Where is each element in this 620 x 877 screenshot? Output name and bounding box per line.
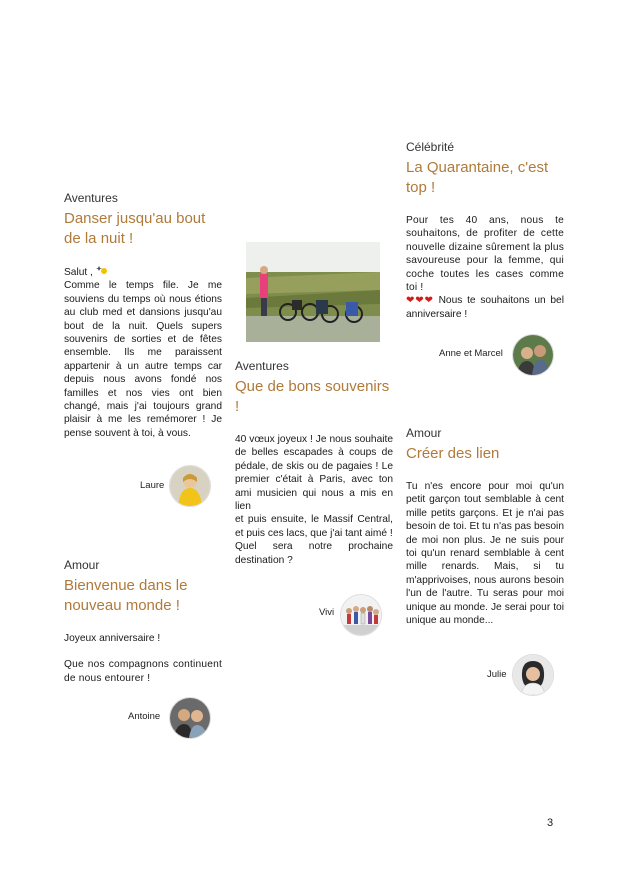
card-paragraph: Pour tes 40 ans, nous te souhaitons, de profiter de cette nouvelle dizaine sûrement la plus savoureuse pour la femme, qui coche toutes les cases comme toi !: [406, 215, 564, 294]
card-vivi: [235, 359, 393, 567]
card-paragraph: Comme le temps file. Je me souviens du temps où nous étions au club med et dansions jusqu'au bout de la nuit. Quels supers souvenirs de sorties et de fêtes ensemble. Ils me paraissent appartenir à un autre temps car depuis nous avons fondé nos familles et nos vies ont bien changé, mais j'ai toujours grand plaisir à me les remémorer ! Je pense souvent à toi, à vous.: [64, 280, 222, 439]
card-body: [64, 632, 222, 685]
card-title: Créer des lien: [406, 445, 500, 462]
signature-vivi: Vivi: [319, 607, 335, 618]
sparkle-emoji-icon: [96, 267, 110, 278]
avatar-laure: [169, 465, 211, 507]
card-paragraph: Joyeux anniversaire !: [64, 633, 161, 644]
cycling-photo: [246, 242, 380, 342]
card-paragraph: Tu n'es encore pour moi qu'un petit garçon tout semblable à cent mille petits garçons. Et je n'ai pas besoin de toi. Et tu n'as pas besoin de moi non plus. Je ne suis pour toi qu'un renard semblable à cent mille renards. Mais, si tu m'apprivoises, nous aurons besoin l'un de l'autre. Tu seras pour moi unique au monde. Je serai pour toi unique au monde...: [406, 481, 564, 627]
avatar-vivi: [340, 594, 382, 636]
card-category: Célébrité: [406, 140, 455, 154]
card-category: Aventures: [235, 359, 289, 373]
signature-laure: Laure: [140, 480, 165, 491]
card-title: Que de bons souvenirs !: [235, 378, 390, 415]
card-body: [406, 480, 564, 627]
avatar-anne-marcel: [512, 334, 554, 376]
card-laure: [64, 191, 222, 440]
avatar-antoine: [169, 697, 211, 739]
card-category: Amour: [64, 558, 100, 572]
card-body: [406, 214, 564, 321]
card-paragraph: Nous te souhaitons un bel anniversaire !: [406, 295, 564, 320]
card-category: Aventures: [64, 191, 118, 205]
card-paragraph: Quel sera notre prochaine destination ?: [235, 541, 393, 566]
card-title: Bienvenue dans le nouveau monde !: [64, 577, 188, 614]
card-paragraph: 40 vœux joyeux ! Je nous souhaite de belles escapades à coups de pédale, de skis ou de pagaies ! Le premier c'était à Paris, avec ton ami musicien qui nous a mis en lien: [235, 434, 393, 513]
card-paragraph: Que nos compagnons continuent de nous entourer !: [64, 659, 222, 684]
card-category: Amour: [406, 426, 442, 440]
card-title: Danser jusqu'au bout de la nuit !: [64, 210, 206, 247]
card-body: [64, 265, 222, 440]
hearts-emoji-icon: ❤❤❤: [406, 295, 434, 307]
card-antoine: [64, 558, 222, 685]
card-paragraph: Salut ,: [64, 267, 93, 278]
page-number: 3: [547, 817, 554, 829]
card-anne-marcel: [406, 140, 564, 321]
card-paragraph: et puis ensuite, le Massif Central, et puis ces lacs, que j'ai tant aimé !: [235, 514, 393, 539]
card-julie: [406, 426, 564, 627]
card-title: La Quarantaine, c'est top !: [406, 159, 549, 196]
avatar-julie: [512, 654, 554, 696]
signature-anne-marcel: Anne et Marcel: [439, 348, 503, 359]
signature-antoine: Antoine: [128, 711, 161, 722]
card-body: [235, 433, 393, 567]
signature-julie: Julie: [487, 669, 507, 680]
